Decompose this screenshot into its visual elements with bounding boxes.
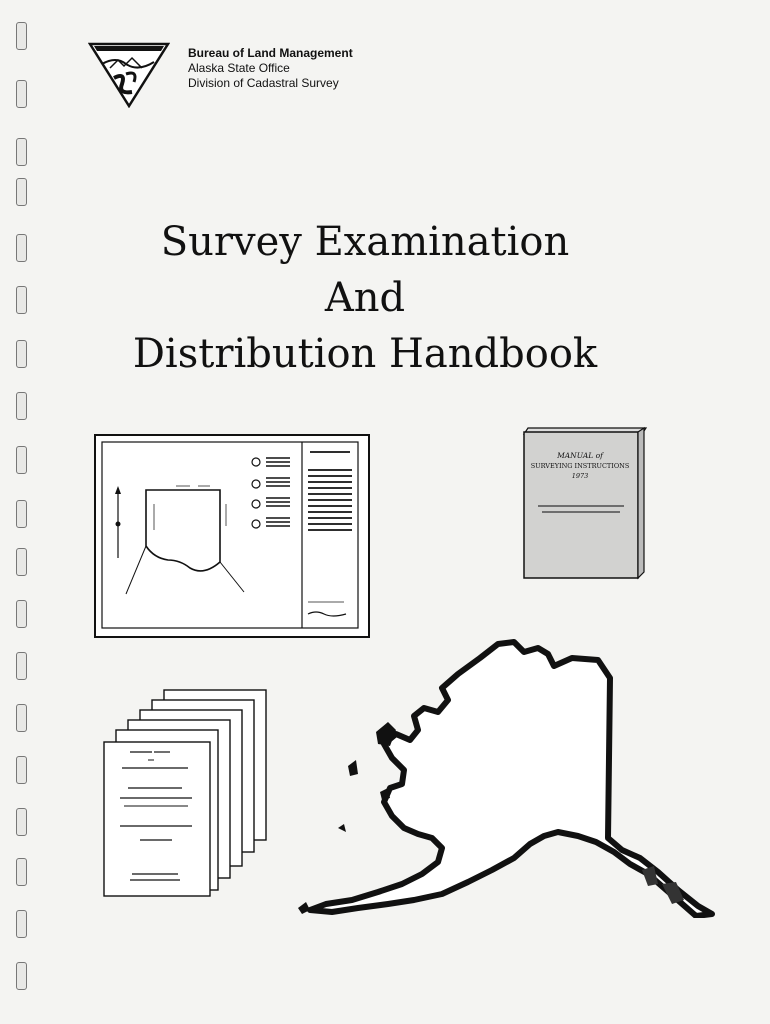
binding-ring <box>16 80 27 108</box>
manual-title-line-3: 1973 <box>571 472 589 480</box>
agency-name: Bureau of Land Management <box>188 46 353 60</box>
binding-ring <box>16 858 27 886</box>
manual-title-line-2: SURVEYING INSTRUCTIONS <box>530 462 630 470</box>
spiral-binding <box>0 0 50 1024</box>
binding-ring <box>16 652 27 680</box>
title-line-3: Distribution Handbook <box>132 331 598 377</box>
plat-map-illustration <box>94 434 370 638</box>
agency-text <box>188 46 353 91</box>
binding-ring <box>16 234 27 262</box>
binding-ring <box>16 340 27 368</box>
binding-ring <box>16 756 27 784</box>
binding-ring <box>16 138 27 166</box>
binding-ring <box>16 704 27 732</box>
alaska-map-illustration <box>292 638 720 918</box>
agency-header <box>88 38 408 110</box>
binding-ring <box>16 286 27 314</box>
title-line-1: Survey Examination <box>160 219 570 265</box>
binding-ring <box>16 600 27 628</box>
binding-ring <box>16 962 27 990</box>
document-title <box>60 214 670 382</box>
survey-manual-illustration <box>520 422 648 580</box>
binding-ring <box>16 392 27 420</box>
division-name: Division of Cadastral Survey <box>188 76 339 90</box>
manual-title-line-1: MANUAL of <box>557 451 603 460</box>
binding-ring <box>16 500 27 528</box>
office-name: Alaska State Office <box>188 61 290 75</box>
binding-ring <box>16 548 27 576</box>
title-line-2: And <box>324 275 406 321</box>
binding-ring <box>16 178 27 206</box>
binding-ring <box>16 446 27 474</box>
document-stack-illustration <box>102 688 272 898</box>
binding-ring <box>16 910 27 938</box>
blm-logo-icon <box>88 38 170 108</box>
binding-ring <box>16 22 27 50</box>
binding-ring <box>16 808 27 836</box>
